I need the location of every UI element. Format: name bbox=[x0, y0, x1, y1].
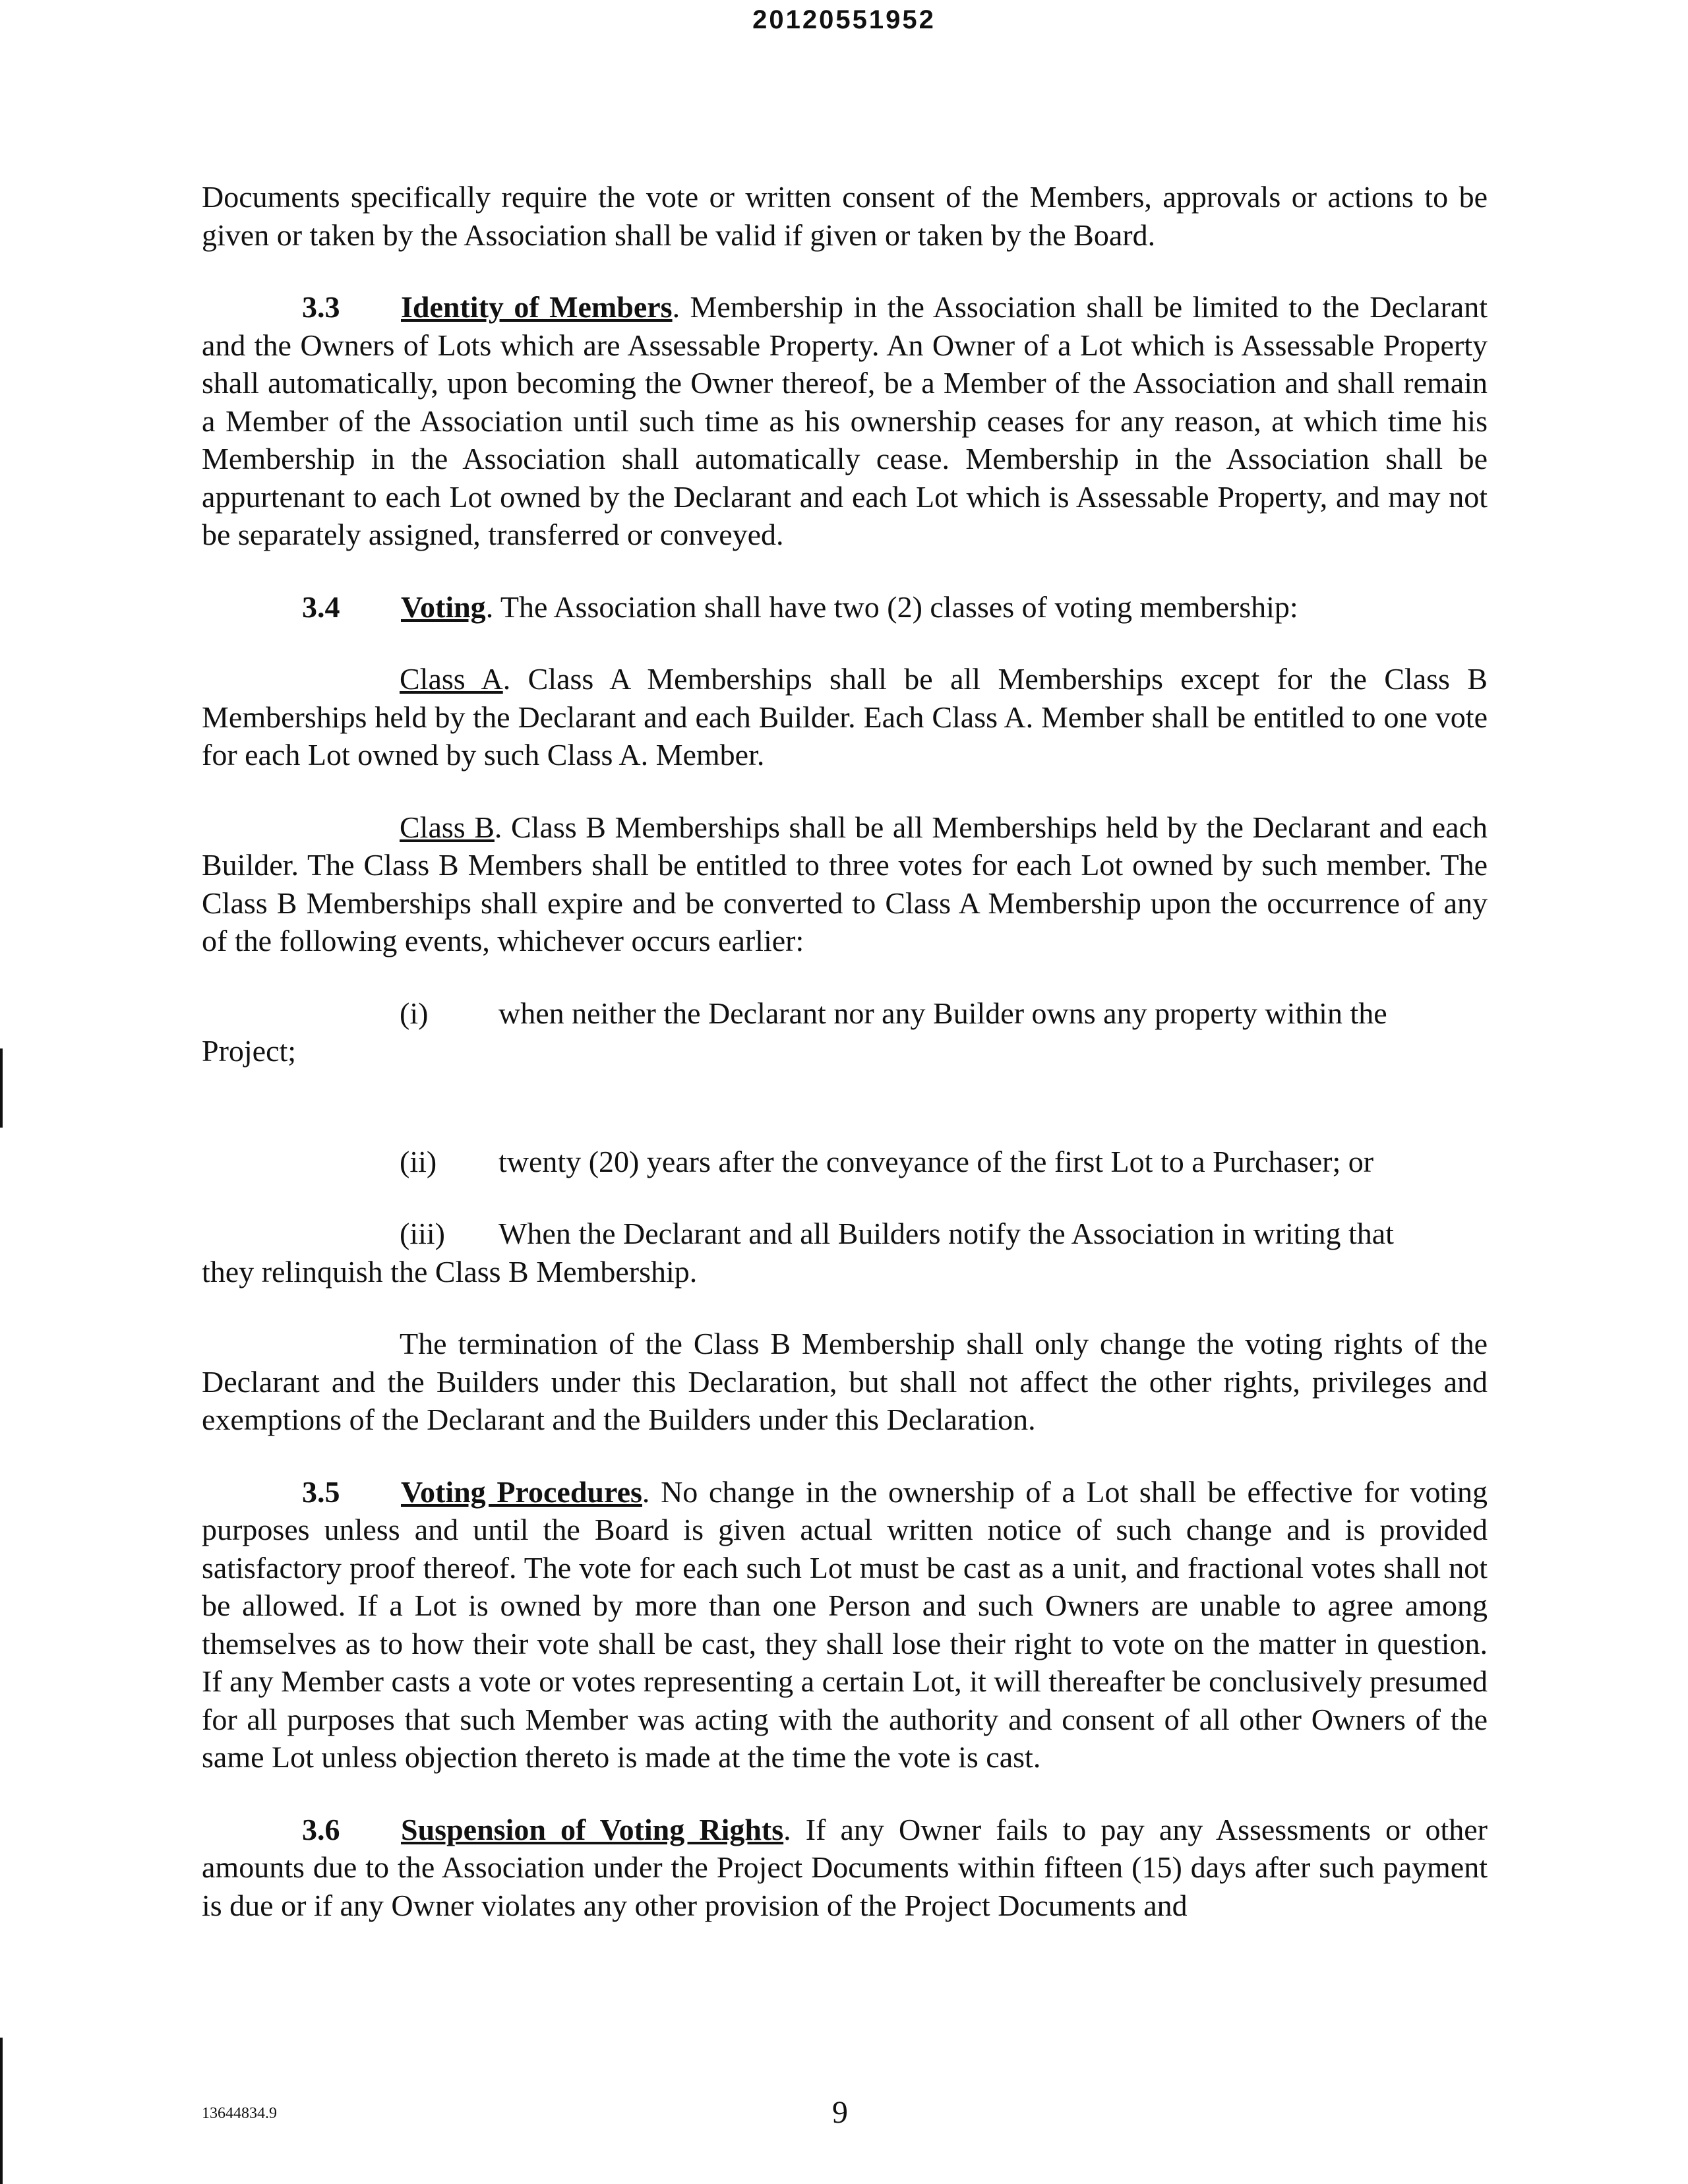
item-text: when neither the Declarant nor any Builder owns any property within the bbox=[498, 996, 1387, 1030]
section-3-5: 3.5 Voting Procedures. No change in the ownership of a Lot shall be effective for voting purposes unless and until the Board is given actual written notice of such change and is provided satisfactory proof thereof. The vote for each such Lot must be cast as a unit, and fractional votes shall not be allowed. If a Lot is owned by more than one Person and such Owners are unable to agree among themselves as to how their vote shall be cast, they shall lose their right to vote on the matter in question. If any Member casts a vote or votes representing a certain Lot, it will thereafter be conclusively presumed for all purposes that such Member was acting with the authority and consent of all other Owners of the same Lot unless objection thereto is made at the time the vote is cast. bbox=[202, 1473, 1488, 1776]
section-title: Voting Procedures bbox=[401, 1474, 642, 1509]
item-text: twenty (20) years after the conveyance of the first Lot to a Purchaser; or bbox=[498, 1144, 1374, 1178]
class-a-text: Class A Memberships shall be all Memberships except for the Class B Memberships held by the Declarant and each Builder. Each Class A. Member shall be entitled to one vote for each Lot owned by such Class A. Member. bbox=[202, 662, 1488, 772]
section-number: 3.6 bbox=[302, 1812, 340, 1846]
section-text: If any Owner fails to pay any Assessments or other amounts due to the Association under the Project Documents within fifteen (15) days after such payment is due or if any Owner violates any other provision of the Project Documents and bbox=[202, 1812, 1488, 1922]
section-number: 3.3 bbox=[302, 290, 340, 324]
list-item bbox=[202, 994, 1488, 1033]
class-a-paragraph: Class A. Class A Memberships shall be all Memberships except for the Class B Memberships held by the Declarant and each Builder. Each Class A. Member shall be entitled to one vote for each Lot owned by such Class A. Member. bbox=[202, 662, 1488, 772]
section-title: Voting bbox=[401, 590, 486, 624]
document-number: 20120551952 bbox=[752, 5, 936, 34]
termination-paragraph: The termination of the Class B Membership shall only change the voting rights of the Declarant and the Builders under this Declaration, but shall not affect the other rights, privileges and exemptions of the Declarant and the Builders under this Declaration. bbox=[202, 1327, 1488, 1436]
section-text: Membership in the Association shall be limited to the Declarant and the Owners of Lots which are Assessable Property. An Owner of a Lot which is Assessable Property shall automatically, upon becoming the Owner thereof, be a Member of the Association and shall remain a Member of the Association until such time as his ownership ceases for any reason, at which time his Membership in the Association shall automatically cease. Membership in the Association shall be appurtenant to each Lot owned by the Declarant and each Lot which is Assessable Property, and may not be separately assigned, transferred or conveyed. bbox=[202, 290, 1488, 551]
class-b-paragraph: Class B. Class B Memberships shall be all Memberships held by the Declarant and each Builder. The Class B Members shall be entitled to three votes for each Lot owned by such member. The Class B Memberships shall expire and be converted to Class A Membership upon the occurrence of any of the following events, whichever occurs earlier: bbox=[202, 810, 1488, 957]
class-b-label: Class B bbox=[400, 810, 495, 844]
item-continuation: Project; bbox=[202, 1034, 297, 1068]
class-b-text: Class B Memberships shall be all Memberships held by the Declarant and each Builder. The Class B Members shall be entitled to three votes for each Lot owned by such member. The Class B Memberships shall expire and be converted to Class A Membership upon the occurrence of any of the following events, whichever occurs earlier: bbox=[202, 810, 1488, 957]
item-number: (i) bbox=[400, 996, 429, 1030]
class-a-label: Class A bbox=[400, 662, 503, 696]
section-title: Identity of Members bbox=[401, 290, 673, 324]
section-3-3: 3.3 Identity of Members. Membership in the Association shall be limited to the Declarant and the Owners of Lots which are Assessable Property. An Owner of a Lot which is Assessable Property shall automatically, upon becoming the Owner thereof, be a Member of the Association and shall remain a Member of the Association until such time as his ownership ceases for any reason, at which time his Membership in the Association shall automatically cease. Membership in the Association shall be appurtenant to each Lot owned by the Declarant and each Lot which is Assessable Property, and may not be separately assigned, transferred or conveyed. bbox=[202, 288, 1488, 554]
item-number: (iii) bbox=[400, 1217, 445, 1250]
list-item bbox=[202, 1143, 1488, 1181]
section-number: 3.4 bbox=[302, 590, 340, 624]
section-text: The Association shall have two (2) classes of voting membership: bbox=[500, 590, 1298, 624]
list-item bbox=[202, 1215, 1488, 1253]
left-edge-mark bbox=[0, 1048, 3, 1128]
item-continuation: they relinquish the Class B Membership. bbox=[202, 1254, 698, 1289]
left-edge-mark-lower bbox=[0, 2038, 3, 2184]
section-text: No change in the ownership of a Lot shall be effective for voting purposes unless and until the Board is given actual written notice of such change and is provided satisfactory proof thereof. The vote for each such Lot must be cast as a unit, and fractional votes shall not be allowed. If a Lot is owned by more than one Person and such Owners are unable to agree among themselves as to how their vote shall be cast, they shall lose their right to vote on the matter in question. If any Member casts a vote or votes representing a certain Lot, it will thereafter be conclusively presumed for all purposes that such Member was acting with the authority and consent of all other Owners of the same Lot unless objection thereto is made at the time the vote is cast. bbox=[202, 1474, 1488, 1774]
document-body bbox=[202, 178, 1488, 1958]
item-number: (ii) bbox=[400, 1144, 437, 1178]
page-number: 9 bbox=[832, 2095, 848, 2130]
section-3-4: 3.4 Voting. The Association shall have two (2) classes of voting membership: bbox=[202, 588, 1488, 626]
item-text: When the Declarant and all Builders notify the Association in writing that bbox=[498, 1217, 1394, 1250]
intro-paragraph: Documents specifically require the vote or written consent of the Members, approvals or actions to be given or taken by the Association shall be valid if given or taken by the Board. bbox=[202, 180, 1488, 252]
section-title: Suspension of Voting Rights bbox=[401, 1812, 784, 1846]
section-number: 3.5 bbox=[302, 1474, 340, 1509]
footer-document-id: 13644834.9 bbox=[202, 2105, 277, 2122]
section-3-6: 3.6 Suspension of Voting Rights. If any Owner fails to pay any Assessments or other amounts due to the Association under the Project Documents within fifteen (15) days after such payment is due or if any Owner violates any other provision of the Project Documents and bbox=[202, 1811, 1488, 1925]
